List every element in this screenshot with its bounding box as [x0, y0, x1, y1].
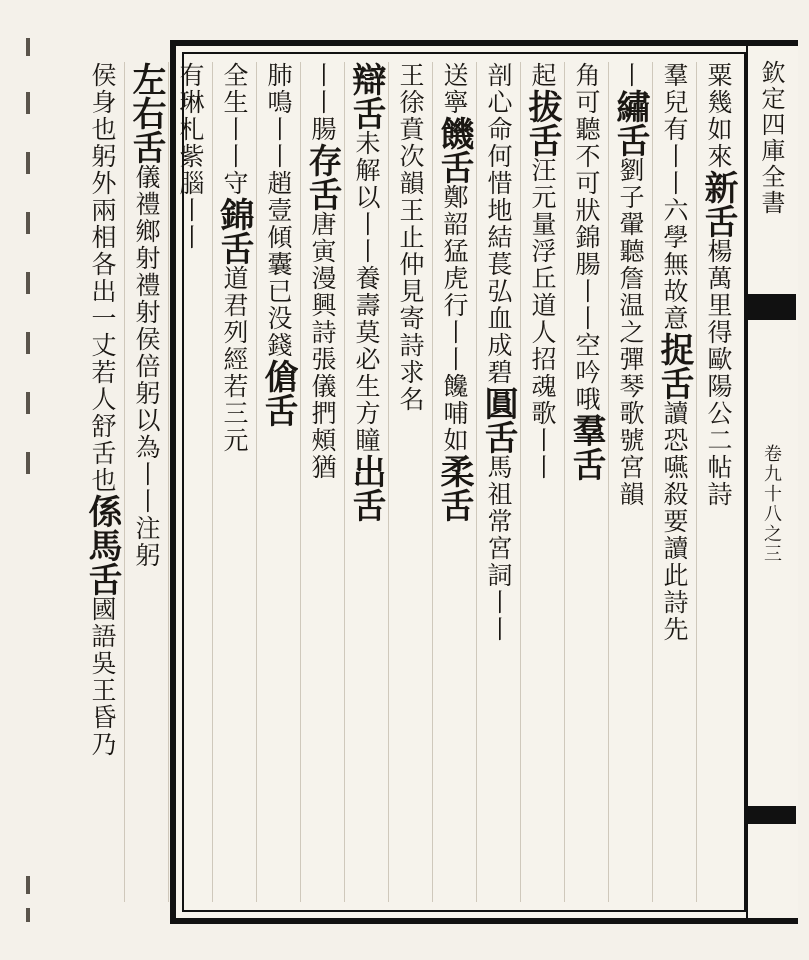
margin-tick — [26, 212, 30, 234]
fish-tail-mark-bottom — [748, 806, 796, 824]
volume-label: 卷九十八之三 — [761, 444, 782, 564]
margin-tick — [26, 332, 30, 354]
headword: 存舌 — [302, 143, 342, 211]
text-column: 有琳札紫腦丨丨 — [168, 62, 212, 902]
text-column: 羣兒有丨丨六學無故意捉舌讀恐嚥殺要讀此詩先 — [652, 62, 696, 902]
margin-tick — [26, 92, 30, 114]
margin-tick — [26, 152, 30, 174]
text-column: 左右舌儀禮鄉射禮射侯倍躬以為丨丨注躬 — [124, 62, 168, 902]
headword: 辯舌 — [346, 62, 386, 130]
headword: 出舌 — [346, 454, 386, 522]
margin-tick — [26, 38, 30, 56]
text-column: 王徐賁次韻王止仲見寄詩求名 — [388, 62, 432, 902]
text-column: 辯舌未解以丨丨養壽莫必生方瞳出舌 — [344, 62, 388, 902]
book-title: 欽定四庫全書 — [757, 60, 785, 216]
headword: 捉舌 — [654, 332, 694, 400]
page-frame — [82, 40, 798, 924]
margin-tick — [26, 452, 30, 474]
headword: 左右舌 — [126, 62, 166, 164]
headword: 傖舌 — [258, 359, 298, 427]
headword: 羣舌 — [566, 413, 606, 481]
text-column: 角可聽不可狀錦腸丨丨空吟哦羣舌 — [564, 62, 608, 902]
text-column: 全生丨丨守錦舌道君列經若三元 — [212, 62, 256, 902]
text-column: 丨丨腸存舌唐寅漫興詩張儀捫頰猶 — [300, 62, 344, 902]
margin-tick — [26, 392, 30, 414]
text-column: 丨繡舌劉子翬聽詹温之彈琴歌號宮韻 — [608, 62, 652, 902]
text-block — [82, 52, 746, 912]
fish-tail-mark-top — [748, 294, 796, 320]
headword: 新舌 — [698, 170, 738, 238]
text-column: 粟幾如來新舌楊萬里得歐陽公二帖詩 — [696, 62, 740, 902]
text-column: 剖心命何惜地結萇弘血成碧圓舌馬祖常宮詞丨丨 — [476, 62, 520, 902]
text-column: 送寧饑舌鄭韶猛虎行丨丨饞哺如柔舌 — [432, 62, 476, 902]
text-column: 肺鳴丨丨趙壹傾囊已没錢傖舌 — [256, 62, 300, 902]
margin-tick — [26, 272, 30, 294]
headword: 柔舌 — [434, 454, 474, 522]
fold-strip — [746, 46, 798, 918]
margin-tick — [26, 908, 30, 922]
text-columns — [82, 62, 740, 902]
margin-tick — [26, 876, 30, 894]
headword: 錦舌 — [214, 197, 254, 265]
headword: 繡舌 — [610, 89, 650, 157]
margin-ticks — [26, 30, 36, 930]
headword: 圓舌 — [478, 386, 518, 454]
headword: 係馬舌 — [82, 494, 122, 596]
headword: 饑舌 — [434, 116, 474, 184]
text-column: 起拔舌汪元量浮丘道人招魂歌丨丨 — [520, 62, 564, 902]
headword: 拔舌 — [522, 89, 562, 157]
text-column: 侯身也躬外兩相各出一丈若人舒舌也係馬舌國語吳王昏乃 — [82, 62, 122, 758]
